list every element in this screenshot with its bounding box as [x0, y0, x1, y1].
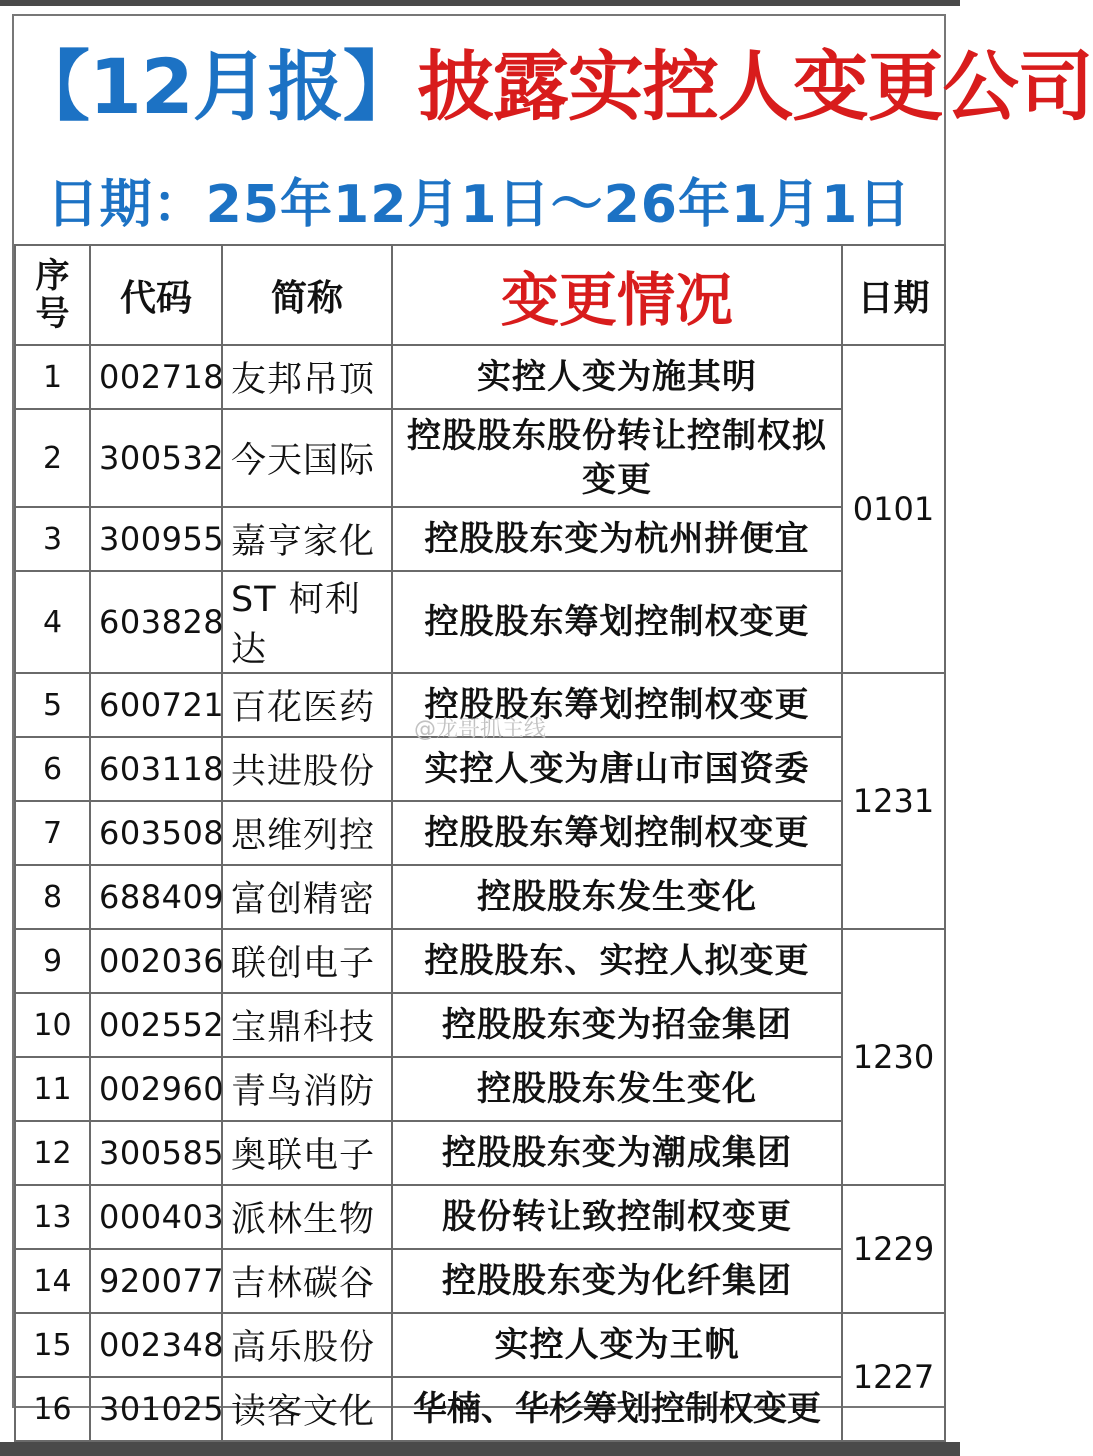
cell-change: 实控人变为唐山市国资委 [392, 737, 842, 801]
cell-change: 控股股东发生变化 [392, 865, 842, 929]
cell-change: 控股股东股份转让控制权拟变更 [392, 409, 842, 507]
cell-seq: 1 [15, 345, 90, 409]
cell-change: 控股股东变为杭州拼便宜 [392, 507, 842, 571]
cell-code: 300955 [90, 507, 222, 571]
header-code: 代码 [90, 245, 222, 345]
cell-change: 实控人变为王帆 [392, 1313, 842, 1377]
cell-code: 002552 [90, 993, 222, 1057]
cell-seq: 11 [15, 1057, 90, 1121]
changes-table [14, 244, 946, 1442]
cell-date: 1227 [842, 1313, 945, 1441]
cell-change: 控股股东筹划控制权变更 [392, 801, 842, 865]
cell-code: 002348 [90, 1313, 222, 1377]
cell-code: 000403 [90, 1185, 222, 1249]
header-seq-line1: 序 [35, 256, 70, 296]
cell-code: 300532 [90, 409, 222, 507]
cell-change: 股份转让致控制权变更 [392, 1185, 842, 1249]
cell-name: 青鸟消防 [222, 1057, 392, 1121]
cell-seq: 12 [15, 1121, 90, 1185]
cell-change: 控股股东筹划控制权变更 [392, 571, 842, 673]
table-row [15, 571, 945, 673]
cell-change: 控股股东变为化纤集团 [392, 1249, 842, 1313]
cell-change: 控股股东筹划控制权变更 [392, 673, 842, 737]
table-row [15, 1313, 945, 1377]
table-row [15, 865, 945, 929]
cell-seq: 7 [15, 801, 90, 865]
table-row [15, 1057, 945, 1121]
cell-name: 嘉亨家化 [222, 507, 392, 571]
cell-code: 688409 [90, 865, 222, 929]
cell-name: ST 柯利达 [222, 571, 392, 673]
cell-name: 高乐股份 [222, 1313, 392, 1377]
watermark: @龙哥抓主线 [414, 717, 547, 742]
header-seq-line2: 号 [35, 294, 70, 334]
cell-seq: 14 [15, 1249, 90, 1313]
cell-seq: 4 [15, 571, 90, 673]
cell-name: 奥联电子 [222, 1121, 392, 1185]
table-row [15, 409, 945, 507]
cell-date: 1231 [842, 673, 945, 929]
cell-change: 实控人变为施其明 [392, 345, 842, 409]
cell-change: 控股股东发生变化 [392, 1057, 842, 1121]
cell-date: 0101 [842, 345, 945, 673]
table-row [15, 929, 945, 993]
cell-name: 今天国际 [222, 409, 392, 507]
cell-code: 002718 [90, 345, 222, 409]
cell-seq: 8 [15, 865, 90, 929]
table-row [15, 993, 945, 1057]
table-row [15, 1185, 945, 1249]
header-change: 变更情况 [392, 245, 842, 345]
cell-seq: 16 [15, 1377, 90, 1441]
cell-change: 控股股东变为招金集团 [392, 993, 842, 1057]
cell-code: 603828 [90, 571, 222, 673]
table-row [15, 801, 945, 865]
header-date: 日期 [842, 245, 945, 345]
cell-seq: 15 [15, 1313, 90, 1377]
cell-seq: 3 [15, 507, 90, 571]
cell-seq: 9 [15, 929, 90, 993]
date-range: 日期：25年12月1日～26年1月1日 [46, 175, 912, 235]
cell-change: 控股股东、实控人拟变更 [392, 929, 842, 993]
cell-name: 联创电子 [222, 929, 392, 993]
cell-seq: 5 [15, 673, 90, 737]
cell-name: 宝鼎科技 [222, 993, 392, 1057]
title-main: 披露实控人变更公司 [417, 42, 1093, 131]
cell-code: 301025 [90, 1377, 222, 1441]
cell-name: 共进股份 [222, 737, 392, 801]
header-name: 简称 [222, 245, 392, 345]
cell-code: 600721 [90, 673, 222, 737]
header-seq [15, 245, 90, 345]
table-header-row [15, 245, 945, 345]
cell-seq: 10 [15, 993, 90, 1057]
cell-code: 920077 [90, 1249, 222, 1313]
cell-name: 派林生物 [222, 1185, 392, 1249]
cell-name: 百花医药 [222, 673, 392, 737]
cell-code: 002036 [90, 929, 222, 993]
cell-date: 1230 [842, 929, 945, 1185]
cell-seq: 2 [15, 409, 90, 507]
table-row [15, 1121, 945, 1185]
cell-name: 富创精密 [222, 865, 392, 929]
cell-name: 思维列控 [222, 801, 392, 865]
table-row [15, 507, 945, 571]
table-row [15, 345, 945, 409]
cell-change: 华楠、华杉筹划控制权变更 [392, 1377, 842, 1441]
cell-code: 002960 [90, 1057, 222, 1121]
table-row [15, 1377, 945, 1441]
cell-name: 读客文化 [222, 1377, 392, 1441]
cell-date: 1229 [842, 1185, 945, 1313]
bottom-bar [0, 1442, 960, 1456]
cell-change: 控股股东变为潮成集团 [392, 1121, 842, 1185]
cell-seq: 6 [15, 737, 90, 801]
cell-code: 300585 [90, 1121, 222, 1185]
table-row [15, 737, 945, 801]
title-month-tag: 【12月报】 [14, 42, 418, 131]
cell-code: 603118 [90, 737, 222, 801]
cell-name: 吉林碳谷 [222, 1249, 392, 1313]
cell-name: 友邦吊顶 [222, 345, 392, 409]
cell-seq: 13 [15, 1185, 90, 1249]
cell-code: 603508 [90, 801, 222, 865]
table-row [15, 1249, 945, 1313]
page-title [14, 22, 1093, 152]
top-bar [0, 0, 960, 6]
